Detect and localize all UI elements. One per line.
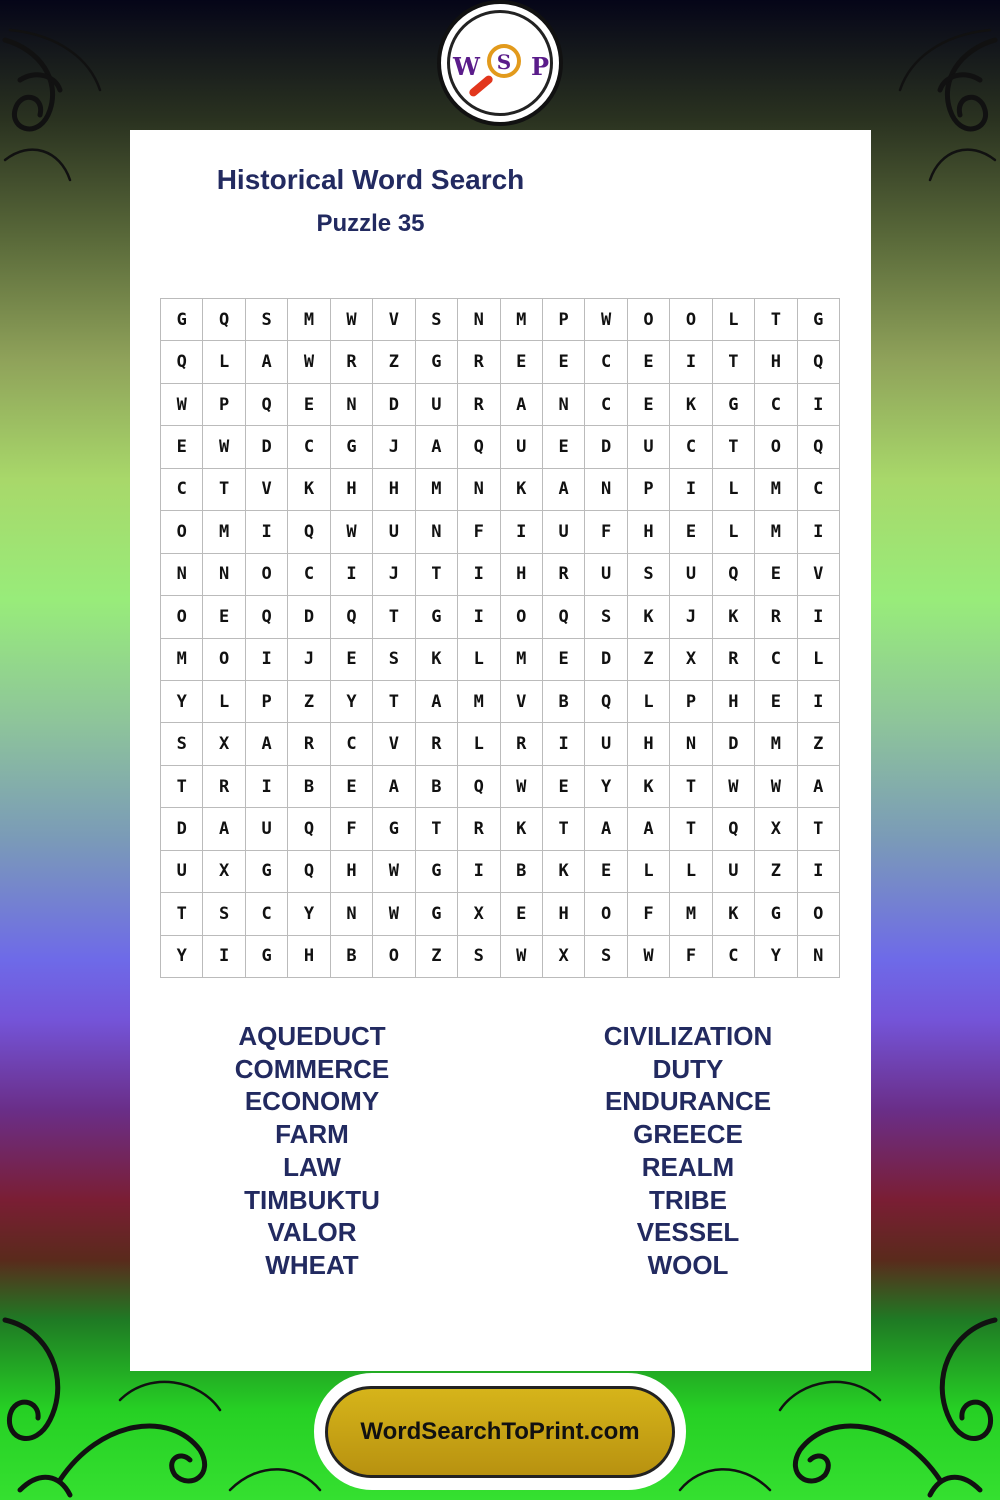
grid-cell[interactable]: M (501, 299, 543, 341)
grid-cell[interactable]: S (628, 554, 670, 596)
grid-cell[interactable]: H (713, 681, 755, 723)
grid-cell[interactable]: Q (458, 766, 500, 808)
grid-cell[interactable]: I (331, 554, 373, 596)
grid-cell[interactable]: Z (373, 341, 415, 383)
grid-cell[interactable]: Q (246, 596, 288, 638)
grid-cell[interactable]: P (203, 384, 245, 426)
grid-cell[interactable]: Q (161, 341, 203, 383)
grid-cell[interactable]: V (373, 299, 415, 341)
grid-cell[interactable]: T (755, 299, 797, 341)
grid-cell[interactable]: U (628, 426, 670, 468)
grid-cell[interactable]: C (331, 723, 373, 765)
grid-cell[interactable]: Q (288, 808, 330, 850)
grid-cell[interactable]: S (203, 893, 245, 935)
grid-cell[interactable]: B (501, 851, 543, 893)
word-list-item: ECONOMY (244, 1086, 380, 1117)
puzzle-number: Puzzle 35 (316, 210, 425, 237)
grid-cell[interactable]: V (246, 469, 288, 511)
grid-cell[interactable]: I (798, 596, 840, 638)
grid-cell[interactable]: N (670, 723, 712, 765)
grid-cell[interactable]: O (670, 299, 712, 341)
grid-cell[interactable]: S (246, 299, 288, 341)
grid-cell[interactable]: M (755, 511, 797, 553)
grid-cell[interactable]: R (458, 808, 500, 850)
grid-cell[interactable]: Q (713, 808, 755, 850)
grid-cell[interactable]: G (713, 384, 755, 426)
grid-cell[interactable]: D (585, 426, 627, 468)
grid-cell[interactable]: H (331, 469, 373, 511)
grid-cell[interactable]: N (585, 469, 627, 511)
grid-cell[interactable]: N (161, 554, 203, 596)
grid-cell[interactable]: Y (288, 893, 330, 935)
grid-cell[interactable]: Y (331, 681, 373, 723)
grid-cell[interactable]: C (161, 469, 203, 511)
grid-cell[interactable]: Q (288, 851, 330, 893)
grid-cell[interactable]: O (628, 299, 670, 341)
grid-cell[interactable]: I (246, 511, 288, 553)
grid-cell[interactable]: T (161, 893, 203, 935)
grid-cell[interactable]: Y (161, 681, 203, 723)
grid-cell[interactable]: L (713, 469, 755, 511)
word-list-item: DUTY (652, 1053, 724, 1084)
grid-cell[interactable]: P (628, 469, 670, 511)
grid-cell[interactable]: W (585, 299, 627, 341)
grid-cell[interactable]: D (373, 384, 415, 426)
word-list-item: FARM (275, 1119, 349, 1150)
grid-cell[interactable]: N (798, 936, 840, 978)
grid-cell[interactable]: Z (755, 851, 797, 893)
grid-cell[interactable]: T (670, 808, 712, 850)
grid-cell[interactable]: U (373, 511, 415, 553)
grid-cell[interactable]: G (246, 936, 288, 978)
grid-cell[interactable]: N (458, 469, 500, 511)
grid-cell[interactable]: T (543, 808, 585, 850)
grid-cell[interactable]: E (501, 893, 543, 935)
grid-cell[interactable]: I (798, 681, 840, 723)
grid-cell[interactable]: H (628, 511, 670, 553)
grid-cell[interactable]: T (713, 341, 755, 383)
grid-cell[interactable]: W (713, 766, 755, 808)
word-list-item: VESSEL (636, 1217, 740, 1248)
grid-cell[interactable]: C (798, 469, 840, 511)
grid-cell[interactable]: J (373, 426, 415, 468)
grid-cell[interactable]: E (628, 384, 670, 426)
grid-cell[interactable]: W (501, 936, 543, 978)
grid-cell[interactable]: E (670, 511, 712, 553)
grid-cell[interactable]: S (416, 299, 458, 341)
grid-cell[interactable]: X (755, 808, 797, 850)
grid-cell[interactable]: G (416, 893, 458, 935)
grid-cell[interactable]: O (203, 639, 245, 681)
word-list-item: REALM (641, 1151, 735, 1182)
grid-cell[interactable]: C (713, 936, 755, 978)
grid-cell[interactable]: R (458, 384, 500, 426)
grid-cell[interactable]: O (585, 893, 627, 935)
grid-cell[interactable]: Y (585, 766, 627, 808)
grid-cell[interactable]: S (585, 936, 627, 978)
grid-cell[interactable]: D (161, 808, 203, 850)
corner-ornament-top-right-icon (850, 20, 1000, 200)
grid-cell[interactable]: C (288, 426, 330, 468)
grid-cell[interactable]: H (628, 723, 670, 765)
word-list-item: COMMERCE (234, 1053, 390, 1084)
grid-cell[interactable]: R (203, 766, 245, 808)
grid-cell[interactable]: B (543, 681, 585, 723)
grid-cell[interactable]: G (798, 299, 840, 341)
grid-cell[interactable]: W (203, 426, 245, 468)
grid-cell[interactable]: O (501, 596, 543, 638)
grid-cell[interactable]: U (585, 554, 627, 596)
grid-cell[interactable]: O (373, 936, 415, 978)
grid-cell[interactable]: I (246, 766, 288, 808)
grid-cell[interactable]: I (203, 936, 245, 978)
grid-cell[interactable]: E (161, 426, 203, 468)
grid-cell[interactable]: K (416, 639, 458, 681)
grid-cell[interactable]: C (246, 893, 288, 935)
grid-cell[interactable]: Q (798, 426, 840, 468)
grid-cell[interactable]: K (501, 808, 543, 850)
grid-cell[interactable]: M (288, 299, 330, 341)
grid-cell[interactable]: R (543, 554, 585, 596)
grid-cell[interactable]: E (288, 384, 330, 426)
grid-cell[interactable]: E (501, 341, 543, 383)
grid-cell[interactable]: F (628, 893, 670, 935)
page-title: Historical Word Search (216, 164, 525, 195)
grid-cell[interactable]: L (713, 299, 755, 341)
grid-cell[interactable]: H (288, 936, 330, 978)
grid-cell[interactable]: E (543, 341, 585, 383)
grid-cell[interactable]: S (458, 936, 500, 978)
grid-cell[interactable]: A (628, 808, 670, 850)
logo-letter-p: P (531, 52, 550, 81)
grid-cell[interactable]: M (458, 681, 500, 723)
grid-cell[interactable]: A (543, 469, 585, 511)
grid-cell[interactable]: C (585, 384, 627, 426)
grid-cell[interactable]: Q (458, 426, 500, 468)
word-list-item: LAW (283, 1151, 341, 1182)
grid-cell[interactable]: C (755, 384, 797, 426)
grid-cell[interactable]: S (373, 639, 415, 681)
grid-cell[interactable]: I (543, 723, 585, 765)
grid-cell[interactable]: R (331, 341, 373, 383)
grid-cell[interactable]: N (543, 384, 585, 426)
grid-cell[interactable]: K (628, 766, 670, 808)
grid-cell[interactable]: I (798, 851, 840, 893)
grid-cell[interactable]: I (798, 511, 840, 553)
grid-cell[interactable]: G (331, 426, 373, 468)
word-list-item: AQUEDUCT (238, 1021, 386, 1051)
grid-cell[interactable]: Y (161, 936, 203, 978)
grid-cell[interactable]: W (373, 893, 415, 935)
grid-cell[interactable]: K (543, 851, 585, 893)
grid-cell[interactable]: G (416, 851, 458, 893)
grid-cell[interactable]: R (713, 639, 755, 681)
grid-cell[interactable]: C (585, 341, 627, 383)
magnifier-icon (487, 44, 521, 78)
grid-cell[interactable]: Q (331, 596, 373, 638)
grid-cell[interactable]: Q (713, 554, 755, 596)
grid-cell[interactable]: H (501, 554, 543, 596)
grid-cell[interactable]: I (458, 851, 500, 893)
grid-cell[interactable]: I (458, 596, 500, 638)
grid-cell[interactable]: K (713, 596, 755, 638)
grid-cell[interactable]: N (203, 554, 245, 596)
grid-cell[interactable]: A (373, 766, 415, 808)
grid-cell[interactable]: U (713, 851, 755, 893)
grid-cell[interactable]: A (585, 808, 627, 850)
grid-cell[interactable]: S (161, 723, 203, 765)
grid-cell[interactable]: E (543, 639, 585, 681)
grid-cell[interactable]: Q (798, 341, 840, 383)
grid-cell[interactable]: G (755, 893, 797, 935)
grid-cell[interactable]: E (755, 554, 797, 596)
grid-cell[interactable]: I (798, 384, 840, 426)
grid-cell[interactable]: N (331, 893, 373, 935)
grid-cell[interactable]: F (585, 511, 627, 553)
grid-cell[interactable]: T (416, 554, 458, 596)
word-list-left (162, 1020, 462, 1282)
grid-cell[interactable]: A (416, 426, 458, 468)
grid-cell[interactable]: E (203, 596, 245, 638)
word-list-item: WOOL (647, 1249, 729, 1280)
grid-cell[interactable]: X (458, 893, 500, 935)
grid-cell[interactable]: M (501, 639, 543, 681)
grid-cell[interactable]: T (373, 681, 415, 723)
letter-grid (160, 298, 840, 978)
word-list-right (538, 1020, 838, 1282)
grid-cell[interactable]: N (331, 384, 373, 426)
grid-cell[interactable]: O (161, 511, 203, 553)
grid-cell[interactable]: L (670, 851, 712, 893)
grid-cell[interactable]: V (798, 554, 840, 596)
grid-cell[interactable]: Q (543, 596, 585, 638)
grid-cell[interactable]: W (501, 766, 543, 808)
grid-cell[interactable]: H (331, 851, 373, 893)
word-list-item: CIVILIZATION (603, 1021, 773, 1051)
grid-cell[interactable]: L (798, 639, 840, 681)
grid-cell[interactable]: Y (755, 936, 797, 978)
word-list-item: TIMBUKTU (244, 1184, 380, 1215)
grid-cell[interactable]: A (798, 766, 840, 808)
grid-cell[interactable]: P (670, 681, 712, 723)
word-list-item: ENDURANCE (604, 1086, 772, 1117)
grid-cell[interactable]: K (501, 469, 543, 511)
grid-cell[interactable]: L (458, 639, 500, 681)
grid-cell[interactable]: F (458, 511, 500, 553)
grid-cell[interactable]: I (670, 341, 712, 383)
grid-cell[interactable]: W (331, 511, 373, 553)
grid-cell[interactable]: E (585, 851, 627, 893)
word-list-item: TRIBE (649, 1184, 727, 1215)
grid-cell[interactable]: A (203, 808, 245, 850)
grid-cell[interactable]: T (713, 426, 755, 468)
grid-cell[interactable]: I (501, 511, 543, 553)
grid-cell[interactable]: U (501, 426, 543, 468)
grid-cell[interactable]: O (246, 554, 288, 596)
logo-letter-s: S (496, 50, 512, 74)
grid-cell[interactable]: R (416, 723, 458, 765)
grid-cell[interactable]: X (203, 851, 245, 893)
grid-cell[interactable]: I (246, 639, 288, 681)
grid-cell[interactable]: Q (288, 511, 330, 553)
grid-cell[interactable]: O (755, 426, 797, 468)
grid-cell[interactable]: W (331, 299, 373, 341)
grid-cell[interactable]: C (670, 426, 712, 468)
grid-cell[interactable]: J (288, 639, 330, 681)
grid-cell[interactable]: I (670, 469, 712, 511)
grid-cell[interactable]: Z (288, 681, 330, 723)
grid-cell[interactable]: O (798, 893, 840, 935)
grid-cell[interactable]: W (161, 384, 203, 426)
grid-cell[interactable]: X (543, 936, 585, 978)
grid-cell[interactable]: B (331, 936, 373, 978)
grid-cell[interactable]: B (288, 766, 330, 808)
grid-cell[interactable]: H (373, 469, 415, 511)
grid-cell[interactable]: U (161, 851, 203, 893)
grid-cell[interactable]: E (331, 639, 373, 681)
grid-cell[interactable]: X (203, 723, 245, 765)
grid-cell[interactable]: W (755, 766, 797, 808)
grid-cell[interactable]: R (288, 723, 330, 765)
grid-cell[interactable]: E (628, 341, 670, 383)
grid-cell[interactable]: R (501, 723, 543, 765)
grid-cell[interactable]: U (416, 384, 458, 426)
grid-cell[interactable]: G (161, 299, 203, 341)
word-list-item: WHEAT (265, 1249, 359, 1280)
grid-cell[interactable]: A (501, 384, 543, 426)
grid-cell[interactable]: S (585, 596, 627, 638)
grid-cell[interactable]: C (755, 639, 797, 681)
grid-cell[interactable]: K (288, 469, 330, 511)
grid-cell[interactable]: C (288, 554, 330, 596)
grid-cell[interactable]: G (416, 341, 458, 383)
grid-cell[interactable]: K (713, 893, 755, 935)
grid-cell[interactable]: L (203, 681, 245, 723)
grid-cell[interactable]: P (543, 299, 585, 341)
grid-cell[interactable]: V (373, 723, 415, 765)
grid-cell[interactable]: K (670, 384, 712, 426)
grid-cell[interactable]: U (670, 554, 712, 596)
grid-cell[interactable]: G (246, 851, 288, 893)
grid-cell[interactable]: U (246, 808, 288, 850)
grid-cell[interactable]: H (543, 893, 585, 935)
grid-cell[interactable]: K (628, 596, 670, 638)
word-list-item: GREECE (633, 1119, 743, 1150)
grid-cell[interactable]: F (331, 808, 373, 850)
grid-cell[interactable]: D (246, 426, 288, 468)
grid-cell[interactable]: M (755, 469, 797, 511)
grid-cell[interactable]: Z (798, 723, 840, 765)
grid-cell[interactable]: L (713, 511, 755, 553)
logo-letter-w: W (453, 52, 480, 81)
grid-cell[interactable]: M (161, 639, 203, 681)
grid-cell[interactable]: M (416, 469, 458, 511)
grid-cell[interactable]: D (713, 723, 755, 765)
grid-cell[interactable]: A (246, 723, 288, 765)
grid-cell[interactable]: E (543, 766, 585, 808)
grid-cell[interactable]: T (203, 469, 245, 511)
grid-cell[interactable]: A (416, 681, 458, 723)
grid-cell[interactable]: R (458, 341, 500, 383)
grid-cell[interactable]: N (458, 299, 500, 341)
grid-cell[interactable]: E (755, 681, 797, 723)
wsp-logo (437, 0, 563, 126)
grid-cell[interactable]: D (585, 639, 627, 681)
grid-cell[interactable]: X (670, 639, 712, 681)
grid-cell[interactable]: L (203, 341, 245, 383)
grid-cell[interactable]: U (585, 723, 627, 765)
grid-cell[interactable]: T (416, 808, 458, 850)
grid-cell[interactable]: M (203, 511, 245, 553)
grid-cell[interactable]: Q (585, 681, 627, 723)
grid-cell[interactable]: Z (628, 639, 670, 681)
grid-cell[interactable]: W (373, 851, 415, 893)
grid-cell[interactable]: Z (416, 936, 458, 978)
grid-cell[interactable]: E (543, 426, 585, 468)
grid-cell[interactable]: L (628, 681, 670, 723)
grid-cell[interactable]: G (416, 596, 458, 638)
grid-cell[interactable]: Q (203, 299, 245, 341)
grid-cell[interactable]: T (798, 808, 840, 850)
grid-cell[interactable]: A (246, 341, 288, 383)
grid-cell[interactable]: L (628, 851, 670, 893)
grid-cell[interactable]: W (288, 341, 330, 383)
grid-cell[interactable]: J (670, 596, 712, 638)
grid-cell[interactable]: V (501, 681, 543, 723)
grid-cell[interactable]: O (161, 596, 203, 638)
word-list-item: VALOR (267, 1217, 357, 1248)
grid-cell[interactable]: H (755, 341, 797, 383)
grid-cell[interactable]: T (161, 766, 203, 808)
grid-cell[interactable]: Q (246, 384, 288, 426)
site-link-button[interactable]: WordSearchToPrint.com (325, 1386, 675, 1478)
grid-cell[interactable]: M (755, 723, 797, 765)
grid-cell[interactable]: W (628, 936, 670, 978)
grid-cell[interactable]: P (246, 681, 288, 723)
grid-cell[interactable]: G (373, 808, 415, 850)
grid-cell[interactable]: L (458, 723, 500, 765)
grid-cell[interactable]: T (373, 596, 415, 638)
grid-cell[interactable]: T (670, 766, 712, 808)
grid-cell[interactable]: B (416, 766, 458, 808)
grid-cell[interactable]: M (670, 893, 712, 935)
grid-cell[interactable]: R (755, 596, 797, 638)
grid-cell[interactable]: I (458, 554, 500, 596)
grid-cell[interactable]: E (331, 766, 373, 808)
grid-cell[interactable]: J (373, 554, 415, 596)
grid-cell[interactable]: N (416, 511, 458, 553)
grid-cell[interactable]: U (543, 511, 585, 553)
grid-cell[interactable]: D (288, 596, 330, 638)
grid-cell[interactable]: F (670, 936, 712, 978)
